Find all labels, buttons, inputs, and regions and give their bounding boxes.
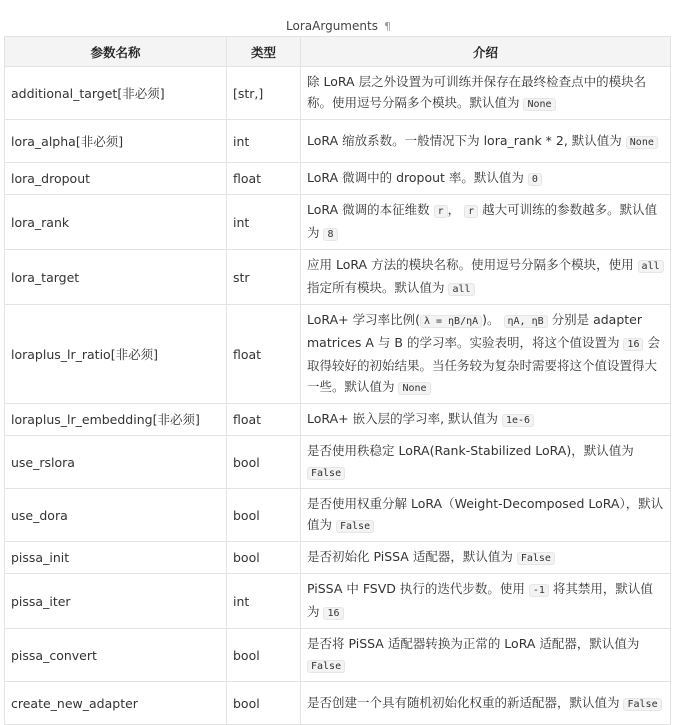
description-text: LoRA 微调中的 dropout 率。默认值为	[307, 170, 528, 185]
inline-code: False	[517, 552, 555, 565]
inline-code: None	[626, 136, 658, 149]
param-description-cell	[301, 67, 671, 120]
description-text: 是否创建一个具有随机初始化权重的新适配器，默认值为	[307, 694, 624, 710]
param-name-cell: create_new_adapter	[5, 682, 227, 725]
table-row	[5, 195, 671, 250]
inline-code: 1e-6	[502, 414, 534, 427]
param-type-cell: bool	[227, 436, 301, 489]
inline-code: False	[336, 520, 374, 533]
param-name-cell: lora_dropout	[5, 163, 227, 195]
param-description-cell	[301, 574, 671, 629]
description-text: 分别是 adapter matrices A 与 B 的学习率。实验表明，将这个值设置为	[307, 312, 642, 350]
param-name-cell: pissa_convert	[5, 629, 227, 682]
header-type: 类型	[227, 37, 301, 67]
param-name-cell: pissa_init	[5, 542, 227, 574]
description-text: ，	[447, 202, 465, 217]
param-type-cell: bool	[227, 489, 301, 542]
table-row	[5, 404, 671, 436]
inline-code: 16	[323, 607, 343, 620]
description-text: 指定所有模块。默认值为	[307, 280, 449, 295]
param-type-cell: int	[227, 120, 301, 163]
header-param-name: 参数名称	[5, 37, 227, 67]
pilcrow-icon[interactable]: ¶	[383, 20, 391, 33]
header-description: 介绍	[301, 37, 671, 67]
inline-code: 16	[623, 338, 643, 351]
description-text: LoRA+ 嵌入层的学习率, 默认值为	[307, 411, 502, 426]
description-text: 应用 LoRA 方法的模块名称。使用逗号分隔多个模块，使用	[307, 257, 638, 272]
table-row	[5, 629, 671, 682]
param-description-cell	[301, 163, 671, 195]
inline-code: r	[434, 205, 448, 218]
description-text: 除 LoRA 层之外设置为可训练并保存在最终检查点中的模块名称。使用逗号分隔多个模块。默认值为	[307, 74, 647, 110]
inline-code: λ = ηB/ηA	[420, 315, 482, 328]
table-row	[5, 682, 671, 725]
description-text: LoRA 缩放系数。一般情况下为 lora_rank * 2, 默认值为	[307, 132, 626, 148]
inline-code: -1	[529, 584, 549, 597]
table-row	[5, 489, 671, 542]
param-type-cell: float	[227, 163, 301, 195]
table-header-row	[5, 37, 671, 67]
table-body	[5, 67, 671, 725]
param-type-cell: bool	[227, 682, 301, 725]
param-name-cell: lora_alpha[非必须]	[5, 120, 227, 163]
param-type-cell: str	[227, 250, 301, 305]
param-description-cell	[301, 542, 671, 574]
table-row	[5, 305, 671, 404]
param-name-cell: lora_rank	[5, 195, 227, 250]
description-text: 越大可训练的参数越多。默认值为	[307, 202, 658, 240]
inline-code: 0	[528, 173, 542, 186]
param-description-cell	[301, 195, 671, 250]
description-text: )。	[482, 312, 504, 327]
table-row	[5, 436, 671, 489]
description-text: 将其禁用，默认值为	[307, 581, 653, 619]
inline-code: r	[464, 205, 478, 218]
param-name-cell: loraplus_lr_ratio[非必须]	[5, 305, 227, 404]
inline-code: None	[398, 382, 430, 395]
description-text: 是否使用权重分解 LoRA（Weight-Decomposed LoRA），默认值为	[307, 496, 664, 532]
table-row	[5, 67, 671, 120]
lora-arguments-table	[4, 36, 671, 725]
param-type-cell: bool	[227, 542, 301, 574]
description-text: 是否使用秩稳定 LoRA(Rank-Stabilized LoRA)，默认值为	[307, 443, 634, 458]
param-description-cell	[301, 120, 671, 163]
param-description-cell	[301, 682, 671, 725]
param-name-cell: use_dora	[5, 489, 227, 542]
param-type-cell: bool	[227, 629, 301, 682]
table-row	[5, 574, 671, 629]
inline-code: False	[307, 467, 345, 480]
inline-code: ηA, ηB	[504, 315, 548, 328]
param-name-cell: lora_target	[5, 250, 227, 305]
description-text: PiSSA 中 FSVD 执行的迭代步数。使用	[307, 581, 529, 596]
inline-code: all	[448, 283, 474, 296]
param-type-cell: [str,]	[227, 67, 301, 120]
param-description-cell	[301, 629, 671, 682]
param-type-cell: int	[227, 195, 301, 250]
caption-title: LoraArguments	[286, 19, 378, 33]
inline-code: False	[307, 660, 345, 673]
param-type-cell: float	[227, 404, 301, 436]
param-name-cell: loraplus_lr_embedding[非必须]	[5, 404, 227, 436]
description-text: 会取得较好的初始结果。当任务较为复杂时需要将这个值设置得大一些。默认值为	[307, 335, 660, 394]
param-description-cell	[301, 436, 671, 489]
table-row	[5, 163, 671, 195]
param-name-cell: use_rslora	[5, 436, 227, 489]
description-text: LoRA+ 学习率比例(	[307, 312, 420, 327]
inline-code: 8	[323, 228, 337, 241]
param-description-cell	[301, 305, 671, 404]
table-row	[5, 120, 671, 163]
inline-code: None	[523, 98, 555, 111]
description-text: 是否将 PiSSA 适配器转换为正常的 LoRA 适配器，默认值为	[307, 636, 640, 651]
param-name-cell: additional_target[非必须]	[5, 67, 227, 120]
param-type-cell: float	[227, 305, 301, 404]
inline-code: all	[638, 260, 664, 273]
description-text: 是否初始化 PiSSA 适配器，默认值为	[307, 549, 517, 564]
param-description-cell	[301, 489, 671, 542]
table-row	[5, 250, 671, 305]
param-description-cell	[301, 404, 671, 436]
param-description-cell	[301, 250, 671, 305]
param-name-cell: pissa_iter	[5, 574, 227, 629]
description-text: LoRA 微调的本征维数	[307, 202, 434, 217]
param-type-cell: int	[227, 574, 301, 629]
table-row	[5, 542, 671, 574]
inline-code: False	[623, 698, 661, 711]
table-caption	[0, 18, 677, 35]
